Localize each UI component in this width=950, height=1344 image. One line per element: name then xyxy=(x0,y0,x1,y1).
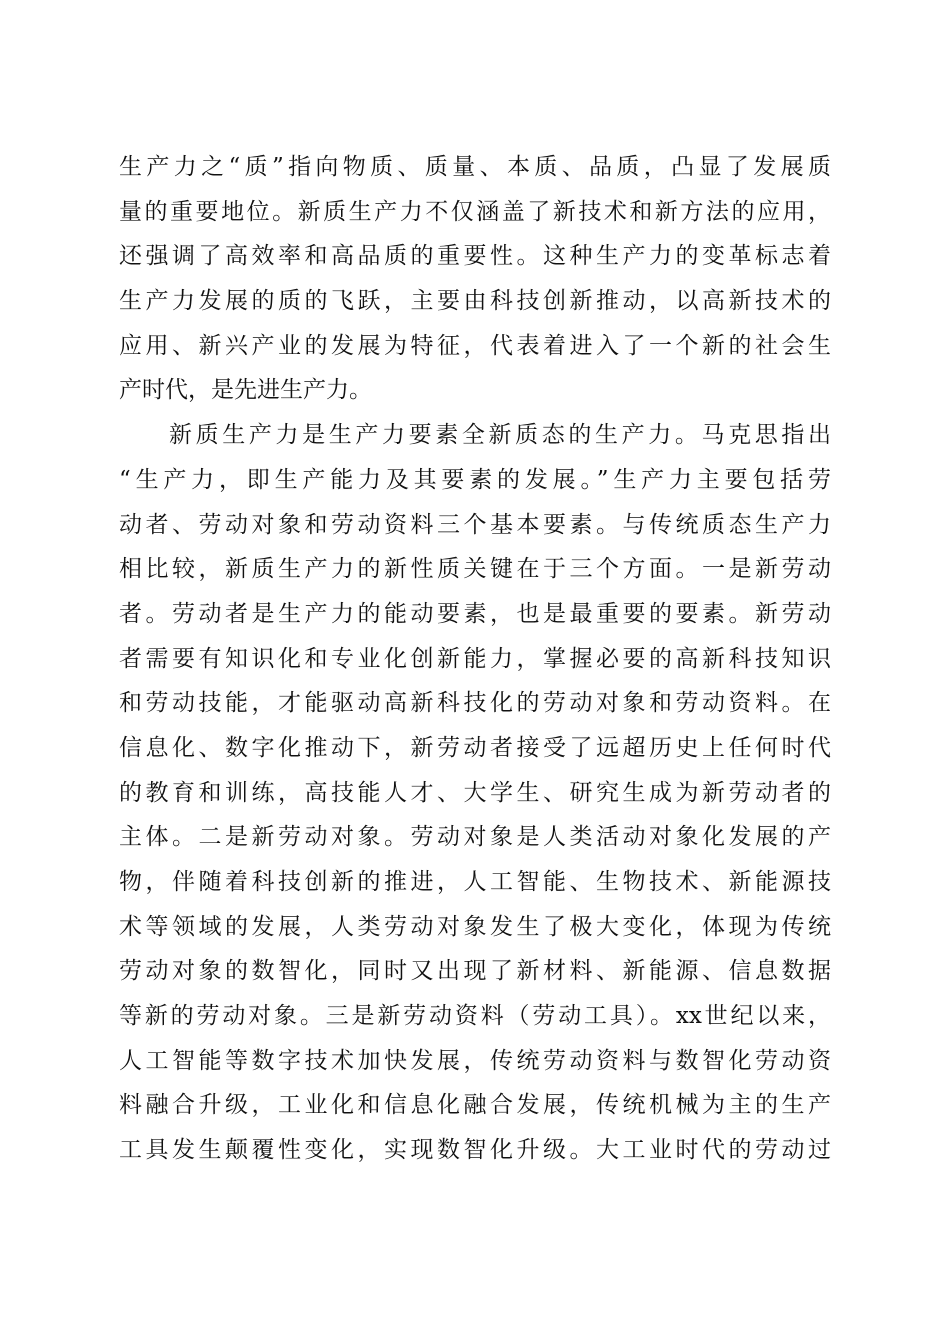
text-line: “生产力，即生产能力及其要素的发展。”生产力主要包括劳 xyxy=(119,466,831,493)
text-line: 主体。二是新劳动对象。劳动对象是人类活动对象化发展的产 xyxy=(119,824,831,851)
text-line: 生产力发展的质的飞跃，主要由科技创新推动，以高新技术的 xyxy=(119,288,831,315)
text-line: 生产力之“质”指向物质、质量、本质、品质，凸显了发展质 xyxy=(119,154,831,180)
text-line: 和劳动技能，才能驱动高新科技化的劳动对象和劳动资料。在 xyxy=(119,690,831,717)
text-line: 料融合升级，工业化和信息化融合发展，传统机械为主的生产 xyxy=(119,1092,831,1119)
text-line: 术等领域的发展，人类劳动对象发生了极大变化，体现为传统 xyxy=(119,913,831,940)
text-line: 等新的劳动对象。三是新劳动资料（劳动工具）。xx世纪以来， xyxy=(119,1003,831,1030)
text-line: 动者、劳动对象和劳动资料三个基本要素。与传统质态生产力 xyxy=(119,511,831,538)
text-line: 应用、新兴产业的发展为特征，代表着进入了一个新的社会生 xyxy=(119,332,831,359)
text-line: 新质生产力是生产力要素全新质态的生产力。马克思指出 xyxy=(169,422,831,449)
text-line: 者需要有知识化和专业化创新能力，掌握必要的高新科技知识 xyxy=(119,645,831,672)
text-line: 量的重要地位。新质生产力不仅涵盖了新技术和新方法的应用， xyxy=(119,198,831,225)
text-line: 人工智能等数字技术加快发展，传统劳动资料与数智化劳动资 xyxy=(119,1047,831,1074)
text-line: 工具发生颠覆性变化，实现数智化升级。大工业时代的劳动过 xyxy=(119,1137,831,1164)
text-line: 劳动对象的数智化，同时又出现了新材料、新能源、信息数据 xyxy=(119,958,831,985)
text-line: 还强调了高效率和高品质的重要性。这种生产力的变革标志着 xyxy=(119,243,831,270)
text-line: 的教育和训练，高技能人才、大学生、研究生成为新劳动者的 xyxy=(119,779,831,806)
text-line: 物，伴随着科技创新的推进，人工智能、生物技术、新能源技 xyxy=(119,869,831,895)
text-line: 者。劳动者是生产力的能动要素，也是最重要的要素。新劳动 xyxy=(119,600,831,627)
text-line: 相比较，新质生产力的新性质关键在于三个方面。一是新劳动 xyxy=(119,556,831,583)
text-line: 信息化、数字化推动下，新劳动者接受了远超历史上任何时代 xyxy=(119,734,831,761)
paragraph-1 xyxy=(119,145,831,413)
body-text xyxy=(119,145,831,1173)
text-line: 产时代，是先进生产力。 xyxy=(119,377,372,404)
paragraph-2 xyxy=(119,413,831,1173)
